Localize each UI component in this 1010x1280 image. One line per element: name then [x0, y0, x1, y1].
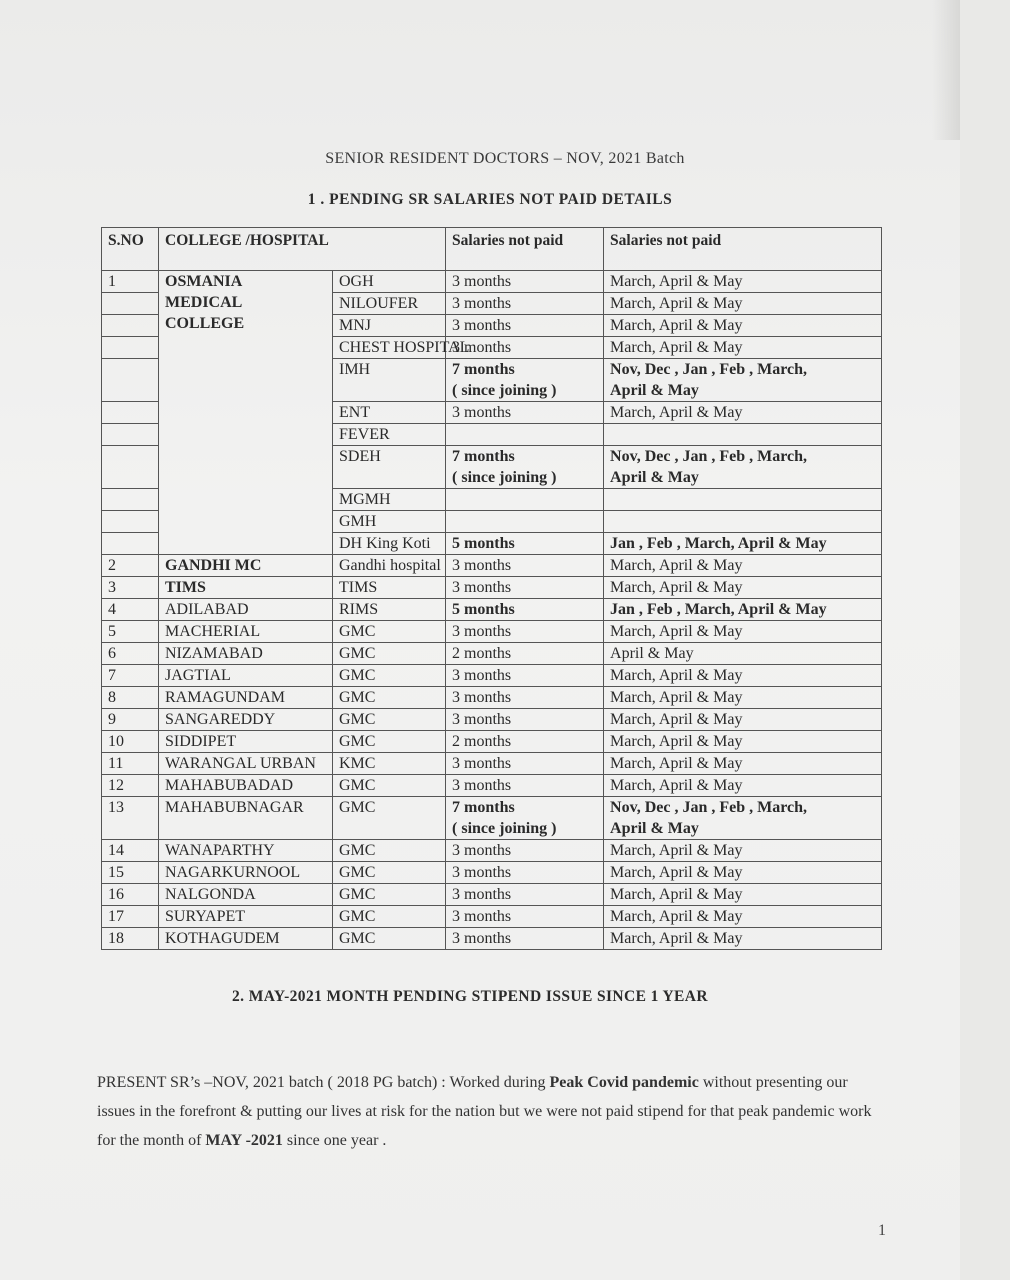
- count-cell: 3 months: [446, 271, 604, 293]
- hospital-cell: MNJ: [333, 315, 446, 337]
- count-cell: 2 months: [446, 731, 604, 753]
- college-cell: ADILABAD: [159, 599, 333, 621]
- hospital-cell: GMC: [333, 775, 446, 797]
- months-cell: April & May: [604, 643, 882, 665]
- table-row: [102, 271, 882, 293]
- paragraph-bold-2: MAY -2021: [205, 1132, 283, 1149]
- sno-cell: 16: [102, 884, 159, 906]
- months-cell: [604, 424, 882, 446]
- months-cell-line-1: Nov, Dec , Jan , Feb , March,: [610, 448, 808, 465]
- hospital-cell: GMC: [333, 709, 446, 731]
- table-row: [102, 884, 882, 906]
- sno-cell: 13: [102, 797, 159, 840]
- sno-cell: 8: [102, 687, 159, 709]
- months-cell: March, April & May: [604, 906, 882, 928]
- count-cell: 3 months: [446, 906, 604, 928]
- sno-cell: 6: [102, 643, 159, 665]
- college-name-line: OSMANIA: [165, 273, 243, 290]
- count-cell: 3 months: [446, 775, 604, 797]
- table-row: [102, 753, 882, 775]
- hospital-cell: ENT: [333, 402, 446, 424]
- paragraph-text-3: since one year .: [282, 1132, 387, 1149]
- sno-cell: 1: [102, 271, 159, 293]
- count-cell-line-1: 7 months: [452, 799, 515, 816]
- hospital-cell: RIMS: [333, 599, 446, 621]
- table-row: [102, 665, 882, 687]
- hospital-cell: GMC: [333, 621, 446, 643]
- months-cell-line-1: Nov, Dec , Jan , Feb , March,: [610, 799, 808, 816]
- months-cell: March, April & May: [604, 884, 882, 906]
- months-cell-line-2: April & May: [610, 382, 699, 399]
- table-row: [102, 709, 882, 731]
- table-row: [102, 621, 882, 643]
- table-row: [102, 775, 882, 797]
- hospital-cell: GMC: [333, 928, 446, 950]
- hospital-cell: GMC: [333, 643, 446, 665]
- sno-cell: [102, 337, 159, 359]
- count-cell: [446, 424, 604, 446]
- months-cell: March, April & May: [604, 577, 882, 599]
- count-cell: [446, 511, 604, 533]
- count-cell: 5 months: [446, 533, 604, 555]
- months-cell: March, April & May: [604, 665, 882, 687]
- sno-cell: 14: [102, 840, 159, 862]
- college-cell: WARANGAL URBAN: [159, 753, 333, 775]
- table-row: [102, 906, 882, 928]
- sno-cell: 7: [102, 665, 159, 687]
- table-row: [102, 797, 882, 840]
- months-cell: [604, 489, 882, 511]
- sno-cell: [102, 315, 159, 337]
- hospital-cell: OGH: [333, 271, 446, 293]
- hospital-cell: IMH: [333, 359, 446, 402]
- count-cell: [446, 359, 604, 402]
- sno-cell: 5: [102, 621, 159, 643]
- table-row: [102, 555, 882, 577]
- sno-cell: [102, 424, 159, 446]
- count-cell: 2 months: [446, 643, 604, 665]
- table-row: [102, 928, 882, 950]
- months-cell: [604, 446, 882, 489]
- sno-cell: [102, 511, 159, 533]
- table-row: [102, 577, 882, 599]
- page-edge-shadow: [932, 0, 960, 140]
- college-name-line: COLLEGE: [165, 315, 245, 332]
- count-cell: [446, 446, 604, 489]
- hospital-cell: GMC: [333, 840, 446, 862]
- hospital-cell: GMC: [333, 884, 446, 906]
- count-cell: 3 months: [446, 753, 604, 775]
- hospital-cell: SDEH: [333, 446, 446, 489]
- count-cell: 3 months: [446, 687, 604, 709]
- table-row: [102, 840, 882, 862]
- table-header-row: [102, 228, 882, 271]
- sno-cell: [102, 293, 159, 315]
- hospital-cell: FEVER: [333, 424, 446, 446]
- count-cell: 3 months: [446, 928, 604, 950]
- hospital-cell: GMC: [333, 665, 446, 687]
- hospital-cell: MGMH: [333, 489, 446, 511]
- college-cell: SURYAPET: [159, 906, 333, 928]
- count-cell: 3 months: [446, 555, 604, 577]
- months-cell: March, April & May: [604, 731, 882, 753]
- table-row: [102, 687, 882, 709]
- months-cell: Jan , Feb , March, April & May: [604, 533, 882, 555]
- sno-cell: 17: [102, 906, 159, 928]
- count-cell: 3 months: [446, 315, 604, 337]
- college-cell: WANAPARTHY: [159, 840, 333, 862]
- months-cell: March, April & May: [604, 840, 882, 862]
- college-cell: GANDHI MC: [159, 555, 333, 577]
- college-cell: SANGAREDDY: [159, 709, 333, 731]
- table-row: [102, 862, 882, 884]
- count-cell-line-2: ( since joining ): [452, 469, 557, 486]
- header-salaries-months: Salaries not paid: [604, 228, 882, 271]
- count-cell: 3 months: [446, 337, 604, 359]
- hospital-cell: GMH: [333, 511, 446, 533]
- table-row: [102, 599, 882, 621]
- sno-cell: 18: [102, 928, 159, 950]
- months-cell-line-1: Nov, Dec , Jan , Feb , March,: [610, 361, 808, 378]
- count-cell: 3 months: [446, 665, 604, 687]
- hospital-cell: KMC: [333, 753, 446, 775]
- college-cell: [159, 271, 333, 555]
- months-cell: [604, 359, 882, 402]
- count-cell: [446, 797, 604, 840]
- hospital-cell: GMC: [333, 731, 446, 753]
- page-number: 1: [878, 1222, 886, 1239]
- hospital-cell: GMC: [333, 687, 446, 709]
- months-cell: March, April & May: [604, 753, 882, 775]
- paragraph-text-2: without presenting our issues in the forefront & putting our lives at risk for the nation but we were not paid stipend for that peak pandemic work for the month of: [97, 1074, 872, 1149]
- count-cell: 3 months: [446, 402, 604, 424]
- college-cell: NALGONDA: [159, 884, 333, 906]
- paragraph-bold-1: Peak Covid pandemic: [549, 1074, 699, 1091]
- count-cell: 5 months: [446, 599, 604, 621]
- count-cell: 3 months: [446, 840, 604, 862]
- stipend-paragraph: [97, 1068, 887, 1155]
- count-cell-line-2: ( since joining ): [452, 382, 557, 399]
- months-cell-line-2: April & May: [610, 469, 699, 486]
- months-cell: March, April & May: [604, 928, 882, 950]
- college-cell: NAGARKURNOOL: [159, 862, 333, 884]
- months-cell: March, April & May: [604, 687, 882, 709]
- sno-cell: 15: [102, 862, 159, 884]
- college-cell: SIDDIPET: [159, 731, 333, 753]
- count-cell: 3 months: [446, 862, 604, 884]
- count-cell: 3 months: [446, 577, 604, 599]
- months-cell-line-2: April & May: [610, 820, 699, 837]
- sno-cell: 12: [102, 775, 159, 797]
- hospital-cell: TIMS: [333, 577, 446, 599]
- college-cell: MACHERIAL: [159, 621, 333, 643]
- table-row: [102, 731, 882, 753]
- sno-cell: [102, 402, 159, 424]
- months-cell: March, April & May: [604, 402, 882, 424]
- sno-cell: 11: [102, 753, 159, 775]
- months-cell: Jan , Feb , March, April & May: [604, 599, 882, 621]
- section-2-title: 2. MAY-2021 MONTH PENDING STIPEND ISSUE SINCE 1 YEAR: [232, 988, 708, 1005]
- sno-cell: [102, 533, 159, 555]
- count-cell-line-1: 7 months: [452, 361, 515, 378]
- hospital-cell: GMC: [333, 862, 446, 884]
- months-cell: March, April & May: [604, 862, 882, 884]
- months-cell: March, April & May: [604, 293, 882, 315]
- sno-cell: [102, 359, 159, 402]
- months-cell: March, April & May: [604, 315, 882, 337]
- sno-cell: [102, 446, 159, 489]
- document-title: SENIOR RESIDENT DOCTORS – NOV, 2021 Batch: [325, 150, 685, 167]
- sno-cell: 2: [102, 555, 159, 577]
- hospital-cell: DH King Koti: [333, 533, 446, 555]
- hospital-cell: CHEST HOSPITAL: [333, 337, 446, 359]
- hospital-cell: Gandhi hospital: [333, 555, 446, 577]
- section-1-title: 1 . PENDING SR SALARIES NOT PAID DETAILS: [307, 191, 673, 208]
- sno-cell: [102, 489, 159, 511]
- paragraph-text-1: PRESENT SR’s –NOV, 2021 batch ( 2018 PG batch) : Worked during: [97, 1074, 550, 1091]
- hospital-cell: GMC: [333, 797, 446, 840]
- college-cell: JAGTIAL: [159, 665, 333, 687]
- months-cell: [604, 797, 882, 840]
- college-cell: MAHABUBADAD: [159, 775, 333, 797]
- hospital-cell: NILOUFER: [333, 293, 446, 315]
- college-cell: NIZAMABAD: [159, 643, 333, 665]
- pending-salaries-table: [101, 227, 882, 950]
- months-cell: March, April & May: [604, 271, 882, 293]
- months-cell: March, April & May: [604, 555, 882, 577]
- sno-cell: 9: [102, 709, 159, 731]
- count-cell: [446, 489, 604, 511]
- months-cell: March, April & May: [604, 337, 882, 359]
- count-cell: 3 months: [446, 709, 604, 731]
- college-name-line: MEDICAL: [165, 294, 243, 311]
- count-cell: 3 months: [446, 884, 604, 906]
- header-college: COLLEGE /HOSPITAL: [159, 228, 446, 271]
- count-cell-line-2: ( since joining ): [452, 820, 557, 837]
- months-cell: [604, 511, 882, 533]
- college-cell: TIMS: [159, 577, 333, 599]
- college-cell: RAMAGUNDAM: [159, 687, 333, 709]
- months-cell: March, April & May: [604, 621, 882, 643]
- college-cell: KOTHAGUDEM: [159, 928, 333, 950]
- header-salaries-count: Salaries not paid: [446, 228, 604, 271]
- college-cell: MAHABUBNAGAR: [159, 797, 333, 840]
- count-cell-line-1: 7 months: [452, 448, 515, 465]
- sno-cell: 3: [102, 577, 159, 599]
- header-sno: S.NO: [102, 228, 159, 271]
- sno-cell: 10: [102, 731, 159, 753]
- count-cell: 3 months: [446, 293, 604, 315]
- months-cell: March, April & May: [604, 709, 882, 731]
- months-cell: March, April & May: [604, 775, 882, 797]
- table-row: [102, 643, 882, 665]
- sno-cell: 4: [102, 599, 159, 621]
- hospital-cell: GMC: [333, 906, 446, 928]
- count-cell: 3 months: [446, 621, 604, 643]
